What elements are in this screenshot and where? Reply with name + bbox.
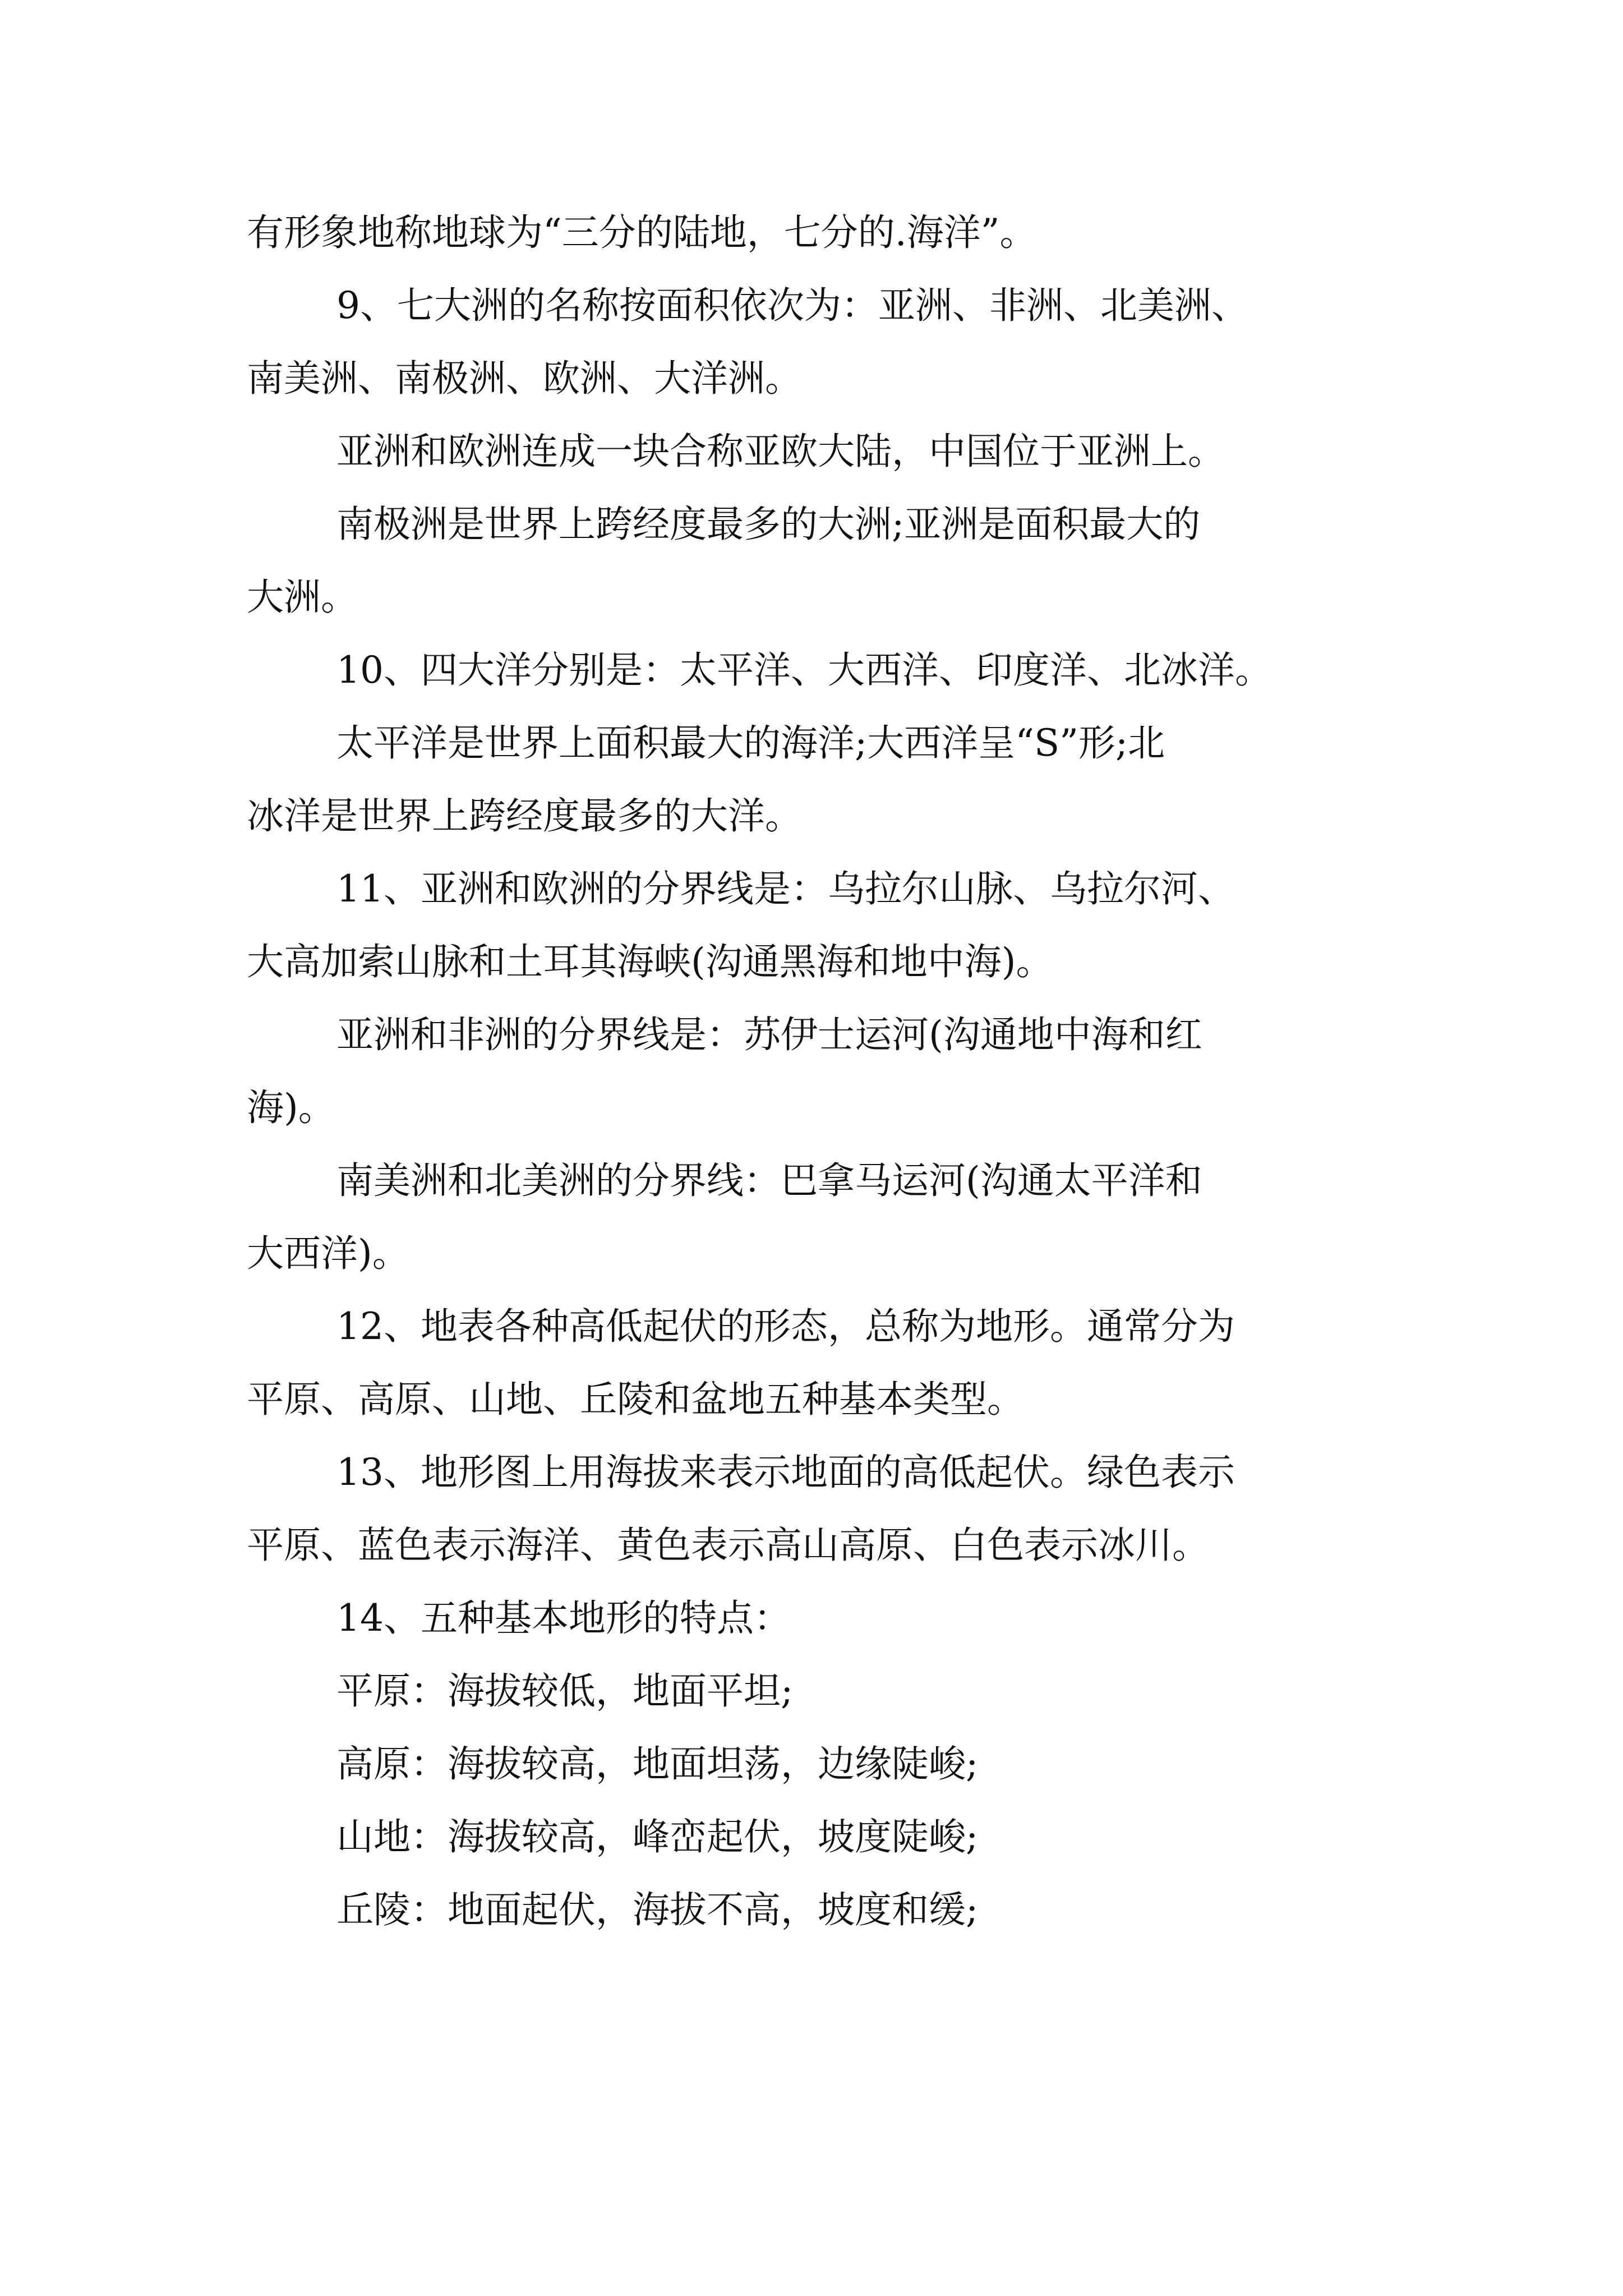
- text-line: 太平洋是世界上面积最大的海洋;大西洋呈“S”形;北: [336, 721, 1165, 765]
- text-line: 12、地表各种高低起伏的形态，总称为地形。通常分为: [336, 1305, 1235, 1348]
- text-line: 大高加索山脉和土耳其海峡(沟通黑海和地中海)。: [247, 940, 1053, 983]
- document-body: [247, 196, 1436, 1947]
- text-line: 亚洲和欧洲连成一块合称亚欧大陆，中国位于亚洲上。: [336, 430, 1225, 473]
- text-line: 高原：海拔较高，地面坦荡，边缘陡峻;: [336, 1742, 979, 1786]
- text-line: 海)。: [247, 1086, 335, 1129]
- text-line: 南美洲、南极洲、欧洲、大洋洲。: [247, 357, 802, 400]
- text-line: 南美洲和北美洲的分界线：巴拿马运河(沟通太平洋和: [336, 1159, 1202, 1202]
- text-line: 14、五种基本地形的特点：: [336, 1596, 791, 1640]
- text-line: 大西洋)。: [247, 1232, 409, 1275]
- text-line: 10、四大洋分别是：太平洋、大西洋、印度洋、北冰洋。: [336, 648, 1272, 692]
- text-line: 丘陵：地面起伏，海拔不高，坡度和缓;: [336, 1888, 979, 1931]
- text-line: 有形象地称地球为“三分的陆地，七分的.海洋”。: [247, 211, 1037, 254]
- text-line: 11、亚洲和欧洲的分界线是：乌拉尔山脉、乌拉尔河、: [336, 867, 1235, 910]
- text-line: 13、地形图上用海拔来表示地面的高低起伏。绿色表示: [336, 1451, 1235, 1494]
- text-line: 冰洋是世界上跨经度最多的大洋。: [247, 794, 802, 838]
- text-line: 亚洲和非洲的分界线是：苏伊士运河(沟通地中海和红: [336, 1013, 1202, 1056]
- text-line: 大洲。: [247, 576, 358, 619]
- text-line: 平原、高原、山地、丘陵和盆地五种基本类型。: [247, 1378, 1024, 1421]
- text-line: 平原、蓝色表示海洋、黄色表示高山高原、白色表示冰川。: [247, 1524, 1209, 1567]
- text-line: 山地：海拔较高，峰峦起伏，坡度陡峻;: [336, 1815, 979, 1858]
- text-line: 南极洲是世界上跨经度最多的大洲;亚洲是面积最大的: [336, 503, 1201, 546]
- text-line: 9、七大洲的名称按面积依次为：亚洲、非洲、北美洲、: [336, 284, 1248, 327]
- text-line: 平原：海拔较低，地面平坦;: [336, 1669, 794, 1713]
